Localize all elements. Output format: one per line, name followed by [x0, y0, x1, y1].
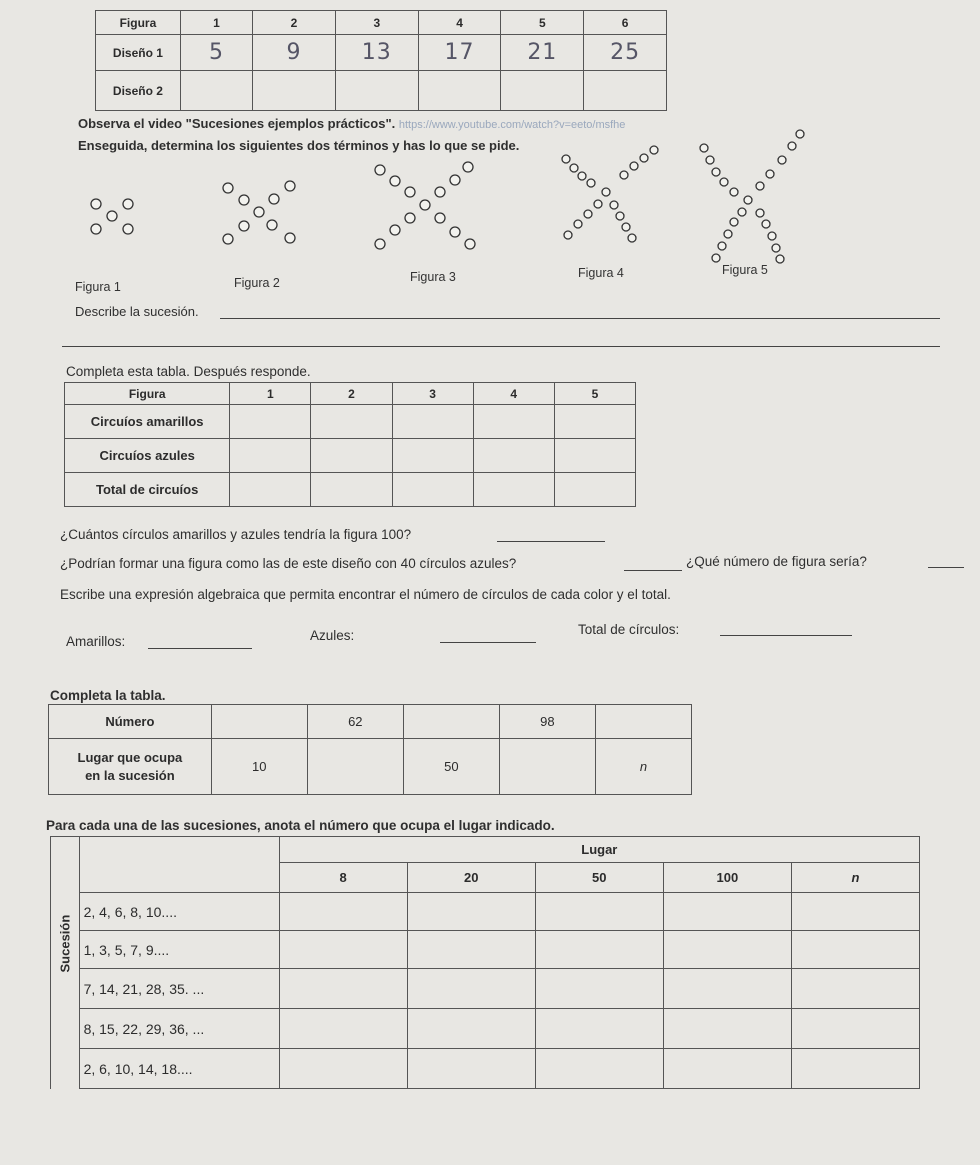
t1-row1-value-5: 21: [501, 35, 584, 71]
t4-cell[interactable]: [407, 1009, 535, 1049]
t4-corner: [79, 863, 279, 893]
circle: [91, 199, 101, 209]
circle: [578, 172, 586, 180]
figure-3-caption: Figura 3: [410, 270, 456, 284]
t1-row1-value-1: 5: [180, 35, 252, 71]
amarillos-line[interactable]: [148, 648, 252, 649]
t4-sequence-row-4: 8, 15, 22, 29, 36, ...: [79, 1009, 279, 1049]
t4-sequence-row-5: 2, 6, 10, 14, 18....: [79, 1049, 279, 1089]
question-figure-number: ¿Qué número de figura sería?: [686, 554, 867, 569]
figure-2-circles: [223, 181, 295, 244]
t1-row1-value-6: 25: [584, 35, 667, 71]
t3-row2-value[interactable]: n: [595, 739, 691, 795]
t4-cell[interactable]: [407, 1049, 535, 1089]
t2-header-5: 5: [554, 383, 635, 405]
table2-instruction: Completa esta tabla. Después responde.: [66, 364, 311, 379]
circle: [450, 227, 460, 237]
circle: [718, 242, 726, 250]
circle: [254, 207, 264, 217]
circle: [712, 168, 720, 176]
t3-row1-value[interactable]: [211, 705, 307, 739]
t1-header-6: 6: [584, 11, 667, 35]
t4-col-100: 100: [663, 863, 791, 893]
t4-cell[interactable]: [535, 893, 663, 931]
t1-header-1: 1: [180, 11, 252, 35]
t2-row-total: Total de circuíos: [65, 473, 230, 507]
circle: [587, 179, 595, 187]
t1-row1-value-3: 13: [335, 35, 418, 71]
circle: [570, 164, 578, 172]
t4-cell[interactable]: [535, 1049, 663, 1089]
circle: [772, 244, 780, 252]
circle: [564, 231, 572, 239]
circle: [239, 195, 249, 205]
circle: [620, 171, 628, 179]
table3-instruction: Completa la tabla.: [50, 688, 166, 703]
t3-row1-value[interactable]: 98: [499, 705, 595, 739]
circle: [420, 200, 430, 210]
answer-line[interactable]: [928, 567, 964, 568]
circle: [267, 220, 277, 230]
t3-row1-value[interactable]: [403, 705, 499, 739]
circle: [766, 170, 774, 178]
circle: [712, 254, 720, 262]
t2-cell[interactable]: [554, 439, 635, 473]
t4-cell[interactable]: [791, 893, 919, 931]
t2-cell[interactable]: [392, 473, 473, 507]
t4-sequence-row-1: 2, 4, 6, 8, 10....: [79, 893, 279, 931]
t4-cell[interactable]: [791, 931, 919, 969]
circle: [720, 178, 728, 186]
t4-col-n: n: [791, 863, 919, 893]
t3-row2-label-line-2: en la sucesión: [85, 767, 175, 783]
t1-row2-label: Diseño 2: [96, 71, 181, 111]
circle: [756, 182, 764, 190]
figure-5-circles: [700, 130, 804, 263]
circle: [640, 154, 648, 162]
circle: [730, 188, 738, 196]
t2-cell[interactable]: [392, 405, 473, 439]
t3-row1-value[interactable]: [595, 705, 691, 739]
t4-col-50: 50: [535, 863, 663, 893]
t1-header-5: 5: [501, 11, 584, 35]
circle: [602, 188, 610, 196]
total-label: Total de círculos:: [578, 622, 680, 637]
question-40: ¿Podrían formar una figura como las de este diseño con 40 círculos azules?: [60, 556, 517, 571]
t1-header-figura: Figura: [96, 11, 181, 35]
question-100: ¿Cuántos círculos amarillos y azules tendría la figura 100?: [60, 527, 412, 542]
circle: [123, 224, 133, 234]
t4-corner: [79, 837, 279, 863]
circle: [435, 213, 445, 223]
circle: [768, 232, 776, 240]
sequences-table: [50, 836, 920, 1089]
circle: [285, 181, 295, 191]
t3-row2-value[interactable]: 10: [211, 739, 307, 795]
circle: [375, 165, 385, 175]
t2-cell[interactable]: [311, 473, 392, 507]
circle: [744, 196, 752, 204]
table4-instruction: Para cada una de las sucesiones, anota el número que ocupa el lugar indicado.: [46, 818, 555, 833]
t4-cell[interactable]: [791, 1009, 919, 1049]
circle: [107, 211, 117, 221]
t2-header-4: 4: [473, 383, 554, 405]
t1-header-4: 4: [418, 11, 501, 35]
circle: [628, 234, 636, 242]
figure-4-caption: Figura 4: [578, 266, 624, 280]
circles-table: [64, 382, 636, 507]
t2-cell[interactable]: [554, 405, 635, 439]
answer-line[interactable]: [497, 541, 605, 542]
figures-drawing: [0, 0, 980, 300]
amarillos-label: Amarillos:: [66, 634, 126, 649]
t4-col-20: 20: [407, 863, 535, 893]
circle: [616, 212, 624, 220]
circle: [285, 233, 295, 243]
circle: [239, 221, 249, 231]
t4-cell[interactable]: [535, 1009, 663, 1049]
circle: [405, 187, 415, 197]
circle: [594, 200, 602, 208]
answer-line[interactable]: [220, 318, 940, 319]
circle: [622, 223, 630, 231]
circle: [700, 144, 708, 152]
answer-line[interactable]: [624, 570, 682, 571]
figure-4-circles: [562, 146, 658, 242]
t4-cell[interactable]: [663, 969, 791, 1009]
circle: [584, 210, 592, 218]
t2-cell[interactable]: [392, 439, 473, 473]
t4-cell[interactable]: [279, 1009, 407, 1049]
t2-header-1: 1: [230, 383, 311, 405]
t4-cell[interactable]: [279, 1049, 407, 1089]
circle: [762, 220, 770, 228]
circle: [776, 255, 784, 263]
t2-cell[interactable]: [311, 405, 392, 439]
t2-row-azules: Circuíos azules: [65, 439, 230, 473]
t2-cell[interactable]: [473, 439, 554, 473]
circle: [269, 194, 279, 204]
intro-video-text: Observa el video "Sucesiones ejemplos prácticos".: [78, 116, 396, 131]
circle: [738, 208, 746, 216]
t4-cell[interactable]: [279, 969, 407, 1009]
circle: [390, 176, 400, 186]
t4-cell[interactable]: [535, 931, 663, 969]
t2-header-figura: Figura: [65, 383, 230, 405]
t4-sequence-row-3: 7, 14, 21, 28, 35. ...: [79, 969, 279, 1009]
t3-row1-label: Número: [49, 705, 212, 739]
t2-row-amarillos: Circuíos amarillos: [65, 405, 230, 439]
lugar-header: Lugar: [279, 837, 919, 863]
t4-cell[interactable]: [279, 931, 407, 969]
figure-2-caption: Figura 2: [234, 276, 280, 290]
t1-row1-value-2: 9: [253, 35, 336, 71]
t4-cell[interactable]: [663, 931, 791, 969]
t4-cell[interactable]: [407, 969, 535, 1009]
circle: [375, 239, 385, 249]
t4-cell[interactable]: [407, 931, 535, 969]
t2-cell[interactable]: [311, 439, 392, 473]
t3-row1-value[interactable]: 62: [307, 705, 403, 739]
circle: [562, 155, 570, 163]
t4-col-8: 8: [279, 863, 407, 893]
figure-1-circles: [91, 199, 133, 234]
t1-header-2: 2: [253, 11, 336, 35]
circle: [450, 175, 460, 185]
t4-cell[interactable]: [663, 1049, 791, 1089]
describe-label: Describe la sucesión.: [75, 304, 199, 319]
answer-line[interactable]: [62, 346, 940, 347]
question-expression: Escribe una expresión algebraica que permita encontrar el número de círculos de cada color y el total.: [60, 587, 671, 602]
t4-cell[interactable]: [791, 969, 919, 1009]
t2-header-2: 2: [311, 383, 392, 405]
t4-cell[interactable]: [663, 1009, 791, 1049]
azules-label: Azules:: [310, 628, 355, 643]
t1-header-3: 3: [335, 11, 418, 35]
circle: [390, 225, 400, 235]
t4-cell[interactable]: [279, 893, 407, 931]
circle: [405, 213, 415, 223]
sucesion-header: Sucesión: [57, 914, 73, 973]
sucesion-header-cell: [51, 837, 80, 1089]
t2-cell[interactable]: [473, 405, 554, 439]
circle: [730, 218, 738, 226]
figure-1-caption: Figura 1: [75, 280, 121, 294]
video-link[interactable]: https://www.youtube.com/watch?v=eeto/msfhe: [398, 119, 626, 131]
t3-row2-value[interactable]: [307, 739, 403, 795]
t1-row1-label: Diseño 1: [96, 35, 181, 71]
number-position-table: [48, 704, 692, 795]
t2-cell[interactable]: [473, 473, 554, 507]
t3-row2-value[interactable]: [499, 739, 595, 795]
circle: [574, 220, 582, 228]
circle: [788, 142, 796, 150]
circle: [223, 234, 233, 244]
t4-cell[interactable]: [663, 893, 791, 931]
circle: [630, 162, 638, 170]
t2-cell[interactable]: [230, 473, 311, 507]
t3-row2-label: [49, 739, 212, 795]
circle: [724, 230, 732, 238]
t4-sequence-row-2: 1, 3, 5, 7, 9....: [79, 931, 279, 969]
t2-cell[interactable]: [230, 439, 311, 473]
azules-line[interactable]: [440, 642, 536, 643]
figure-3-circles: [375, 162, 475, 249]
t3-row2-label-line-1: Lugar que ocupa: [77, 749, 183, 765]
total-line[interactable]: [720, 635, 852, 636]
t4-cell[interactable]: [535, 969, 663, 1009]
t2-cell[interactable]: [230, 405, 311, 439]
circle: [778, 156, 786, 164]
t2-header-3: 3: [392, 383, 473, 405]
circle: [91, 224, 101, 234]
t4-cell[interactable]: [407, 893, 535, 931]
intro-line-2: Enseguida, determina los siguientes dos términos y has lo que se pide.: [78, 138, 520, 153]
circle: [796, 130, 804, 138]
circle: [435, 187, 445, 197]
t2-cell[interactable]: [554, 473, 635, 507]
circle: [463, 162, 473, 172]
circle: [223, 183, 233, 193]
t4-cell[interactable]: [791, 1049, 919, 1089]
circle: [706, 156, 714, 164]
circle: [650, 146, 658, 154]
circle: [756, 209, 764, 217]
figure-5-caption: Figura 5: [722, 263, 768, 277]
circle: [123, 199, 133, 209]
t3-row2-value[interactable]: 50: [403, 739, 499, 795]
circle: [465, 239, 475, 249]
t1-row1-value-4: 17: [418, 35, 501, 71]
circle: [610, 201, 618, 209]
